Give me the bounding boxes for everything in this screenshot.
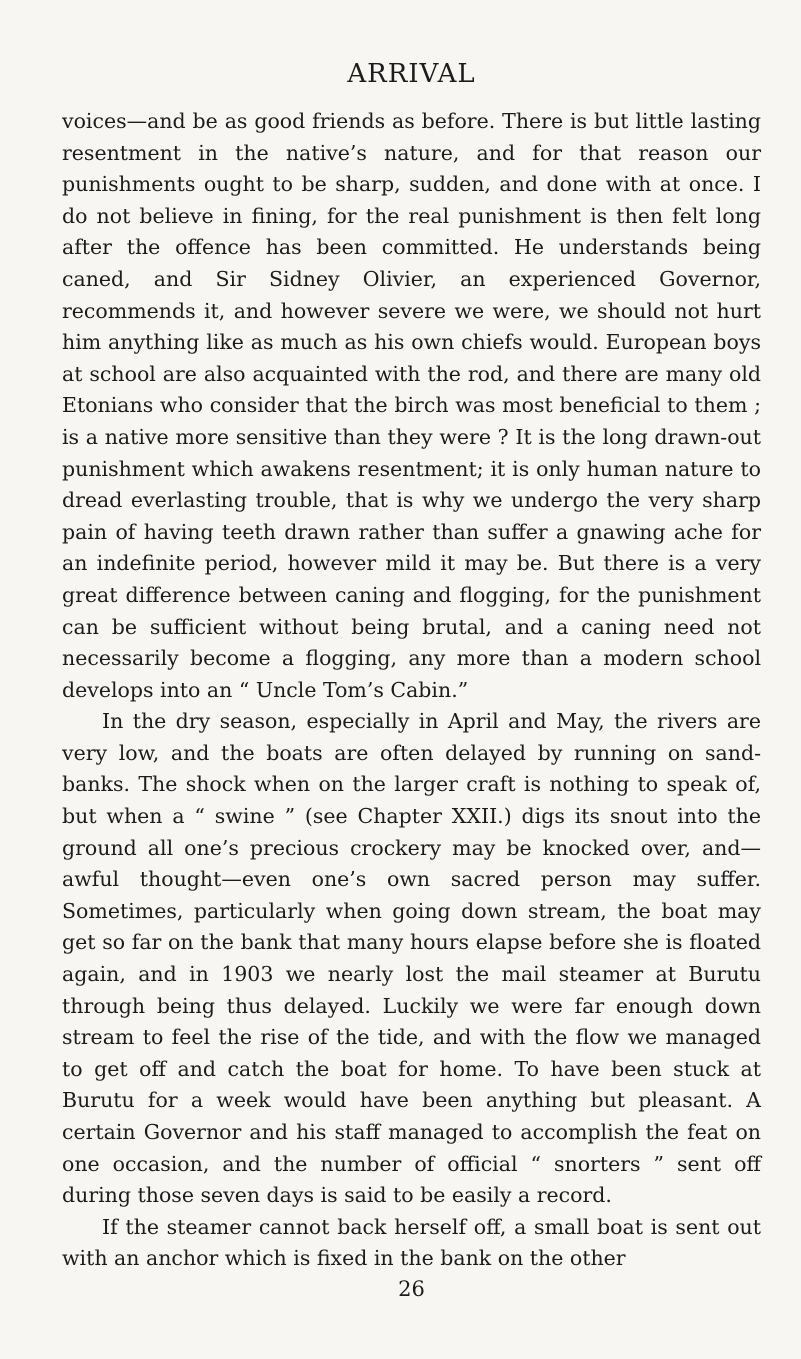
running-title: ARRIVAL (347, 59, 476, 89)
paragraph-1: voices—and be as good friends as before. There is but little lasting resentment in the native’s nature, and for that reason our punishments ought to be sharp, sudden, and done with at once. I do not believe in fining, for the real punishment is then felt long after the offence has been committed. He understands being caned, and Sir Sidney Olivier, an experienced Governor, recommends it, and however severe we were, we should not hurt him anything like as much as his own chiefs would. European boys at school are also acquainted with the rod, and there are many old Etonians who consider that the birch was most beneficial to them ; is a native more sensitive than they were ? It is the long drawn-out punishment which awakens resentment; it is only human nature to dread everlasting trouble, that is why we undergo the very sharp pain of having teeth drawn rather than suffer a gnawing ache for an indefinite period, however mild it may be. But there is a very great difference between caning and flogging, for the punishment can be sufficient without being brutal, and a caning need not necessarily become a flogging, any more than a modern school develops into an “ Uncle Tom’s Cabin.” (62, 109, 761, 702)
paragraph-3: If the steamer cannot back herself off, a small boat is sent out with an anchor which is fixed in the bank on the other (62, 1214, 761, 1271)
paragraph-2: In the dry season, especially in April and May, the rivers are very low, and the boats are often delayed by running on sand-banks. The shock when on the larger craft is nothing to speak of, but when a “ swine ” (see Chapter XXII.) digs its snout into the ground all one’s precious crockery may be knocked over, and—awful thought—even one’s own sacred person may suffer. Sometimes, particularly when going down stream, the boat may get so far on the bank that many hours elapse before she is floated again, and in 1903 we nearly lost the mail steamer at Burutu through being thus delayed. Luckily we were far enough down stream to feel the rise of the tide, and with the flow we managed to get off and catch the boat for home. To have been stuck at Burutu for a week would have been anything but pleasant. A certain Governor and his staff managed to accomplish the feat on one occasion, and the number of official “ snorters ” sent off during those seven days is said to be easily a record. (62, 709, 761, 1208)
page-number: 26 (398, 1276, 425, 1301)
body-text (62, 106, 761, 1275)
